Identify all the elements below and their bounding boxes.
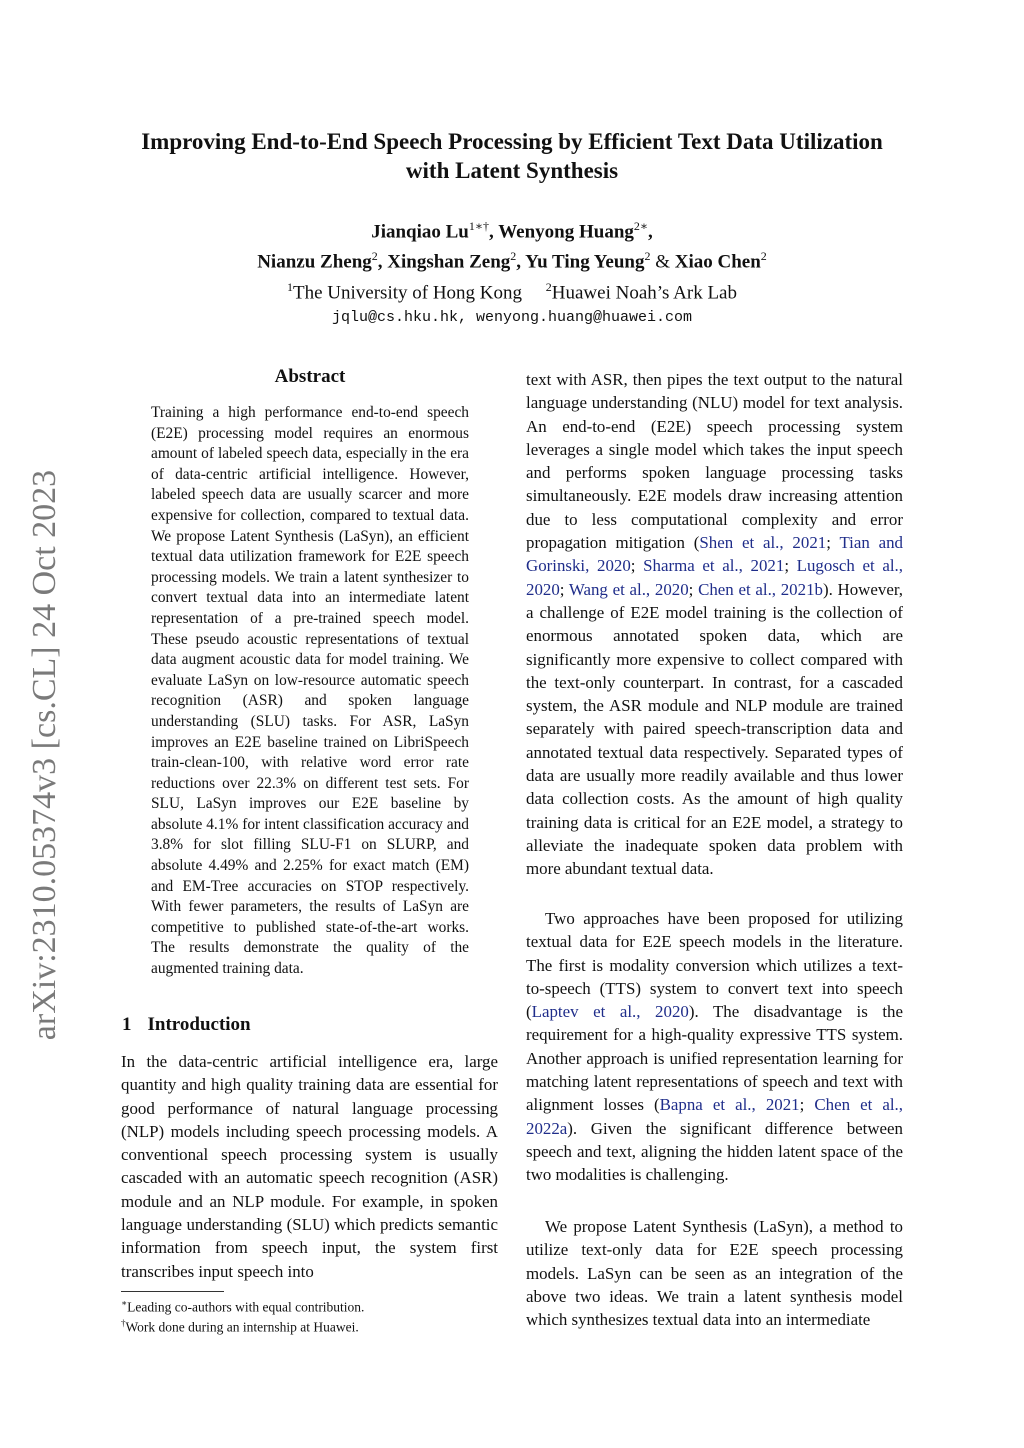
text-run: ; — [559, 579, 569, 599]
text-run: ; — [826, 533, 840, 553]
section-number: 1 — [122, 1014, 132, 1035]
citation-link[interactable]: Chen et al., 2022a — [526, 1095, 903, 1138]
author-affil-mark: 2∗ — [633, 219, 649, 233]
author-emails: jqlu@cs.hku.hk, wenyong.huang@huawei.com — [331, 308, 693, 326]
section-heading — [122, 1014, 251, 1036]
affil-mark: 2 — [545, 279, 552, 294]
text-run: Two approaches have been proposed for utilizing textual data for E2E speech models in the literature. The first is modality conversion which utilizes a text-to-speech (TTS) system to convert text into speech ( — [526, 909, 903, 1022]
citation-link[interactable]: Bapna et al., 2021 — [659, 1095, 800, 1115]
author-line-2: Nianzu Zheng$^2$, Xingshan Zeng$^2$, Yu Ting Yeung$^2$ & Xiao Chen$^2$ — [257, 249, 767, 273]
text-run: ). However, a challenge of E2E model training is the collection of enormous annotated spoken data, which are significantly more expensive to collect compared with the text-only counterpart. In contrast, for a cascaded system, the ASR module and NLP module are trained separately with paired speech-transcription data and annotated textual data respectively. Separated types of data are usually more readily available and thus lower data collection costs. As the amount of high quality training data is critical for an E2E model, a strategy to alleviate the inadequate spoken data problem with more abundant textual data. — [526, 579, 903, 879]
citation-link[interactable]: Tian and Gorinski, 2020 — [526, 533, 903, 576]
text-run: ; — [784, 556, 797, 576]
footnote-text: Leading co-authors with equal contribution. — [127, 1299, 365, 1315]
intro-paragraph-right-2 — [526, 907, 903, 1187]
text-run: ; — [688, 579, 699, 599]
paper-title — [100, 128, 924, 185]
intro-paragraph-left: In the data-centric artificial intelligence era, large quantity and high quality training data are essential for good performance of natural language processing (NLP) models including speech processing models. A conventional speech processing system is usually cascaded with an automatic speech recognition (ASR) module and an NLP module. For example, in spoken language understanding (SLU) which predicts semantic information from speech input, the system first transcribes input speech into — [121, 1052, 498, 1281]
author-name: Jianqiao Lu — [371, 221, 469, 243]
author-name: Nianzu Zheng — [257, 251, 372, 273]
citation-link[interactable]: Sharma et al., 2021 — [643, 556, 785, 576]
arxiv-stamp — [20, 455, 70, 1055]
arxiv-id: arXiv:2310.05374v3 [cs.CL] 24 Oct 2023 — [26, 469, 63, 1041]
intro-paragraph-right-1 — [526, 368, 903, 881]
author-affil-mark: 2 — [510, 249, 517, 264]
author-affil-mark: 2 — [644, 249, 651, 264]
citation-link[interactable]: Wang et al., 2020 — [568, 579, 689, 599]
abstract-body: Training a high performance end-to-end speech (E2E) processing model requires an enormous amount of labeled speech data, especially in the era of data-centric artificial intelligence. However, labeled speech data are usually scarcer and more expensive for collection, compared to textual data. We propose Latent Synthesis (LaSyn), an efficient textual data utilization framework for E2E speech processing models. We train a latent synthesizer to convert textual data into an intermediate latent representation of a pre-trained speech model. These pseudo acoustic representations of textual data augment acoustic data for model training. We evaluate LaSyn on low-resource automatic speech recognition (ASR) and spoken language understanding (SLU) tasks. For ASR, LaSyn improves an E2E baseline trained on LibriSpeech train-clean-100, with relative word error rate reductions over 22.3% on different test sets. For SLU, LaSyn improves our E2E baseline by absolute 4.1% for intent classification accuracy and 3.8% for slot filling SLU-F1 on SLURP, and absolute 4.49% and 2.25% for exact match (EM) and EM-Tree accuracies on STOP respectively. With fewer parameters, the results of LaSyn are competitive to published state-of-the-art works. The results demonstrate the quality of the augmented training data. — [151, 404, 469, 978]
citation-link[interactable]: Lugosch et al., 2020 — [526, 556, 903, 599]
affil-mark: 1 — [287, 279, 293, 294]
author-affil-mark: 1∗† — [468, 219, 490, 233]
author-name: Xiao Chen — [674, 251, 761, 273]
footnote-mark: ∗ — [121, 1298, 128, 1308]
affiliation-line — [100, 275, 924, 305]
text-run: ; — [630, 556, 644, 576]
citation-link[interactable]: Shen et al., 2021 — [699, 533, 827, 553]
affiliation: The University of Hong Kong — [293, 281, 523, 303]
author-affil-mark: 2 — [760, 249, 767, 264]
text-run: ; — [799, 1095, 815, 1115]
title-line-2: with Latent Synthesis — [405, 157, 619, 183]
author-affil-mark: 2 — [371, 249, 378, 264]
text-run: ). The disadvantage is the requirement for a high-quality expressive TTS system. Another approach is unified representation learning for matching latent representations of speech and text with alignment losses ( — [526, 1002, 903, 1115]
affiliation: Huawei Noah’s Ark Lab — [551, 281, 737, 303]
ampersand: & — [655, 251, 670, 273]
citation-link[interactable]: Laptev et al., 2020 — [531, 1002, 689, 1022]
section-title: Introduction — [147, 1014, 251, 1035]
author-name: Wenyong Huang — [498, 221, 634, 243]
intro-paragraph-right-3: We propose Latent Synthesis (LaSyn), a method to utilize text-only data for E2E speech processing models. LaSyn can be seen as an integration of the above two ideas. We train a latent synthesis model which synthesizes textual data into an intermediate — [526, 1217, 903, 1330]
abstract-heading: Abstract — [274, 366, 346, 387]
footnote-2 — [121, 1313, 498, 1338]
footnote-mark: † — [121, 1318, 126, 1328]
text-run: ). Given the significant difference between speech and text, aligning the hidden latent space of the two modalities is challenging. — [526, 1118, 903, 1185]
citation-link[interactable]: Chen et al., 2021b — [698, 579, 823, 599]
footnote-text: Work done during an internship at Huawei. — [125, 1319, 359, 1335]
author-block — [100, 214, 924, 330]
author-name: Yu Ting Yeung — [525, 251, 645, 273]
author-name: Xingshan Zeng — [387, 251, 511, 273]
author-line-1: Jianqiao $Lu^{1∗\dagger}$, Wenyong Huang$^{2∗}$, — [371, 219, 653, 243]
footnote-rule — [121, 1291, 224, 1292]
title-line-1: Improving End-to-End Speech Processing by Efficient Text Data Utilization — [141, 129, 883, 154]
text-run: text with ASR, then pipes the text output to the natural language understanding (NLU) model for text analysis. An end-to-end (E2E) speech processing system leverages a single model which takes the input speech and performs spoken language processing tasks simultaneously. E2E models draw increasing attention due to less computational complexity and error propagation mitigation ( — [526, 370, 903, 553]
